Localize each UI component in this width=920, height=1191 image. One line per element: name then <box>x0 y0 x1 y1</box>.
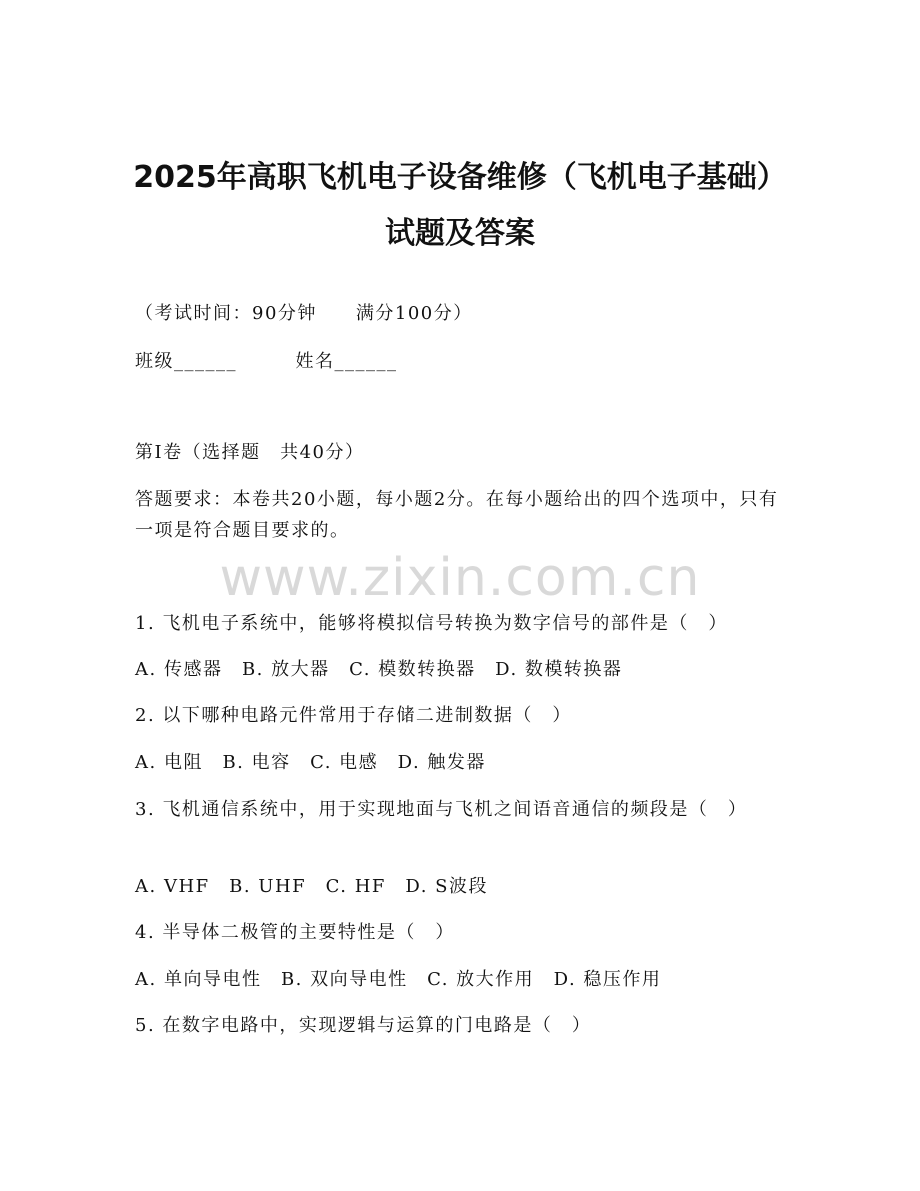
question-stem: 5. 在数字电路中，实现逻辑与运算的门电路是（ ） <box>135 1015 592 1036</box>
question-options: A. 单向导电性 B. 双向导电性 C. 放大作用 D. 稳压作用 <box>135 969 662 990</box>
question-stem: 4. 半导体二极管的主要特性是（ ） <box>135 922 455 943</box>
question-options: A. 传感器 B. 放大器 C. 模数转换器 D. 数模转换器 <box>135 659 623 680</box>
question-options: A. VHF B. UHF C. HF D. S波段 <box>135 876 488 897</box>
question-stem: 3. 飞机通信系统中，用于实现地面与飞机之间语音通信的频段是（ ） <box>135 799 748 820</box>
exam-info: （考试时间：90分钟 满分100分） <box>135 303 473 324</box>
question-stem: 2. 以下哪种电路元件常用于存储二进制数据（ ） <box>135 705 572 726</box>
class-name-fields: 班级______ 姓名______ <box>135 351 398 372</box>
watermark: www.zixin.com.cn <box>219 548 701 608</box>
question-options: A. 电阻 B. 电容 C. 电感 D. 触发器 <box>135 752 486 773</box>
instructions: 答题要求：本卷共20小题，每小题2分。在每小题给出的四个选项中，只有一项是符合题目要求的。 <box>135 489 779 541</box>
section-heading: 第I卷（选择题 共40分） <box>135 442 365 463</box>
question-stem: 1. 飞机电子系统中，能够将模拟信号转换为数字信号的部件是（ ） <box>135 613 728 634</box>
document-title: 2025年高职飞机电子设备维修（飞机电子基础）试题及答案 <box>133 160 787 251</box>
